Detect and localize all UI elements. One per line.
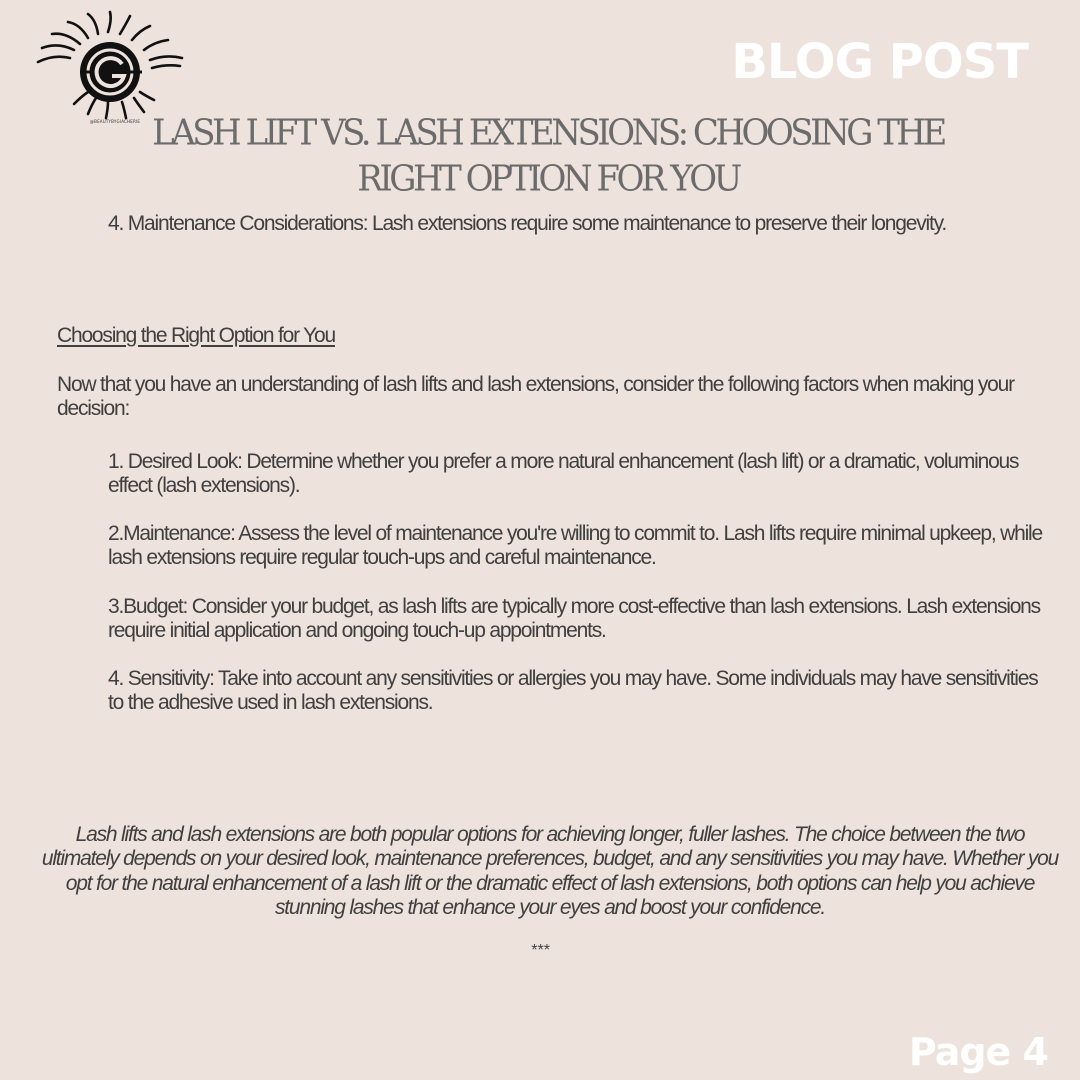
list-item: 1. Desired Look: Determine whether you prefer a more natural enhancement (lash lift) or a dramatic, voluminous effect (lash extensions). [108,450,1019,497]
list-item: 2.Maintenance: Assess the level of maintenance you're willing to commit to. Lash lifts require minimal upkeep, while lash extensions require regular touch-ups and careful maintenance. [108,522,1043,569]
page-number: Page 4 [908,1030,1048,1074]
conclusion-paragraph: Lash lifts and lash extensions are both popular options for achieving longer, fuller lashes. The choice between the two ultimately depends on your desired look, maintenance preferences, budget, and any sensitivities you may have. Whether you opt for the natural enhancement of a lash lift or the dramatic effect of lash extensions, both options can help you achieve stunning lashes that enhance your eyes and boost your confidence. [41,823,1059,919]
section-heading: Choosing the Right Option for You [57,324,335,347]
page-title: LASH LIFT VS. LASH EXTENSIONS: CHOOSING THE RIGHT OPTION FOR YOU [152,111,944,201]
continued-list-item: 4. Maintenance Considerations: Lash extensions require some maintenance to preserve their longevity. [108,212,946,235]
intro-paragraph: Now that you have an understanding of lash lifts and lash extensions, consider the following factors when making your decision: [57,373,1014,420]
factors-list [108,450,1048,739]
logo-tagline: @BEAUTYBYGIACHERIE [89,119,141,124]
separator: *** [530,942,550,959]
list-item: 3.Budget: Consider your budget, as lash lifts are typically more cost-effective than lash extensions. Lash extensions require initial application and ongoing touch-up appointments. [108,595,1040,642]
blog-post-label: BLOG POST [731,34,1028,90]
list-item: 4. Sensitivity: Take into account any sensitivities or allergies you may have. Some individuals may have sensitivities to the adhesive used in lash extensions. [108,667,1038,714]
